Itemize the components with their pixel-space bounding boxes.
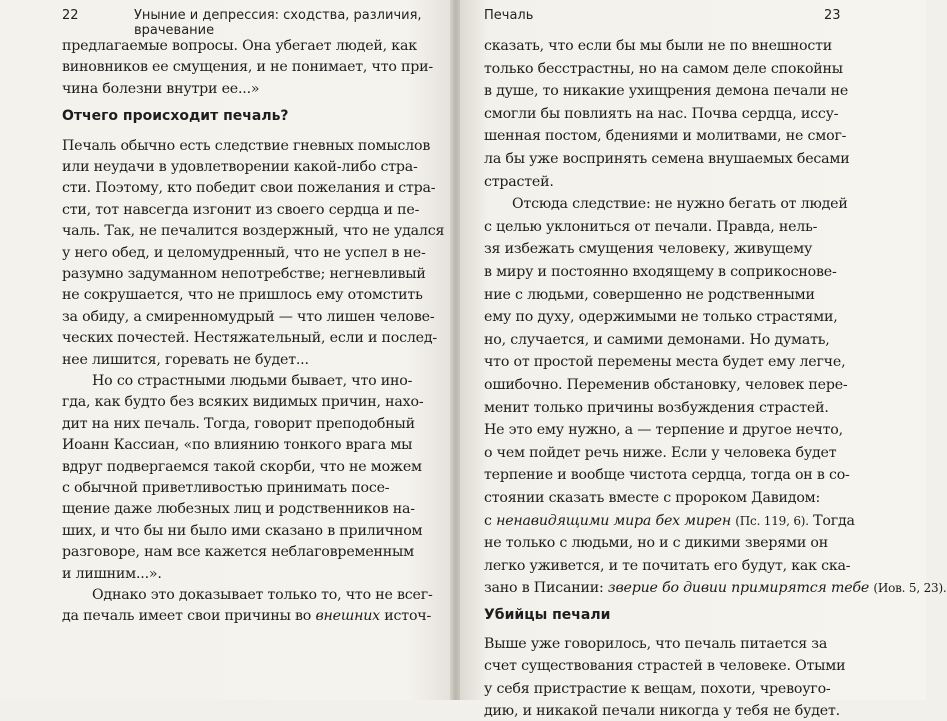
text-line: с ненавидящими мира бех мирен (Пс. 119, 6). Тогда <box>484 513 855 529</box>
text-line: ему по духу, одержимыми не только страстями, <box>484 309 838 325</box>
left-page-number: 22 <box>62 8 79 23</box>
text-line: или неудачи в удовлетворении какой-либо стра- <box>62 159 418 175</box>
text-line: нее лишится, горевать не будет... <box>62 352 309 368</box>
text-line: да печаль имеет свои причины во внешних источ- <box>62 608 432 624</box>
text-line: сти, тот навсегда изгонит из своего сердца и пе- <box>62 202 420 218</box>
scripture-reference: (Иов. 5, 23). <box>873 581 947 595</box>
left-page <box>0 0 452 700</box>
section-heading: Отчего происходит печаль? <box>62 108 289 124</box>
text-line: менит только причины возбуждения страстей. <box>484 400 829 416</box>
text-line: Иоанн Кассиан, «по влиянию тонкого врага мы <box>62 437 413 453</box>
scripture-quote: зверие бо дивии примирятся тебе <box>607 580 870 596</box>
text-line: смогли бы повлиять на нас. Почва сердца, иссу- <box>484 106 839 122</box>
text-line: Печаль обычно есть следствие гневных помыслов <box>62 138 431 154</box>
right-page-number: 23 <box>824 8 841 23</box>
text-line: Выше уже говорилось, что печаль питается за <box>484 636 828 652</box>
text-line: терпение и вообще чистота сердца, тогда он в со- <box>484 467 850 483</box>
text-line: не только с людьми, но и с дикими зверями он <box>484 535 828 551</box>
text-line: страстей. <box>484 174 554 190</box>
text-line: разговоре, нам все кажется неблаговременным <box>62 544 414 560</box>
text-line: только бесстрастны, но на самом деле спокойны <box>484 61 843 77</box>
text-line: в душе, то никакие ухищрения демона печали не <box>484 83 849 99</box>
text-line: дию, и никакой печали никогда у тебя не будет. <box>484 703 840 719</box>
text-line: за обиду, а смиренномудрый — что лишен челове- <box>62 309 435 325</box>
text-line: у себя пристрастие к вещам, похоти, чревоуго- <box>484 681 831 697</box>
text-line: счет существования страстей в человеке. Отыми <box>484 658 846 674</box>
text-line: разумно задуманном непотребстве; негневливый <box>62 266 426 282</box>
text-line: вдруг подвергаемся такой скорби, что не можем <box>62 459 422 475</box>
text-line: зя избежать смущения человеку, живущему <box>484 241 813 257</box>
text-line: гда, как будто без всяких видимых причин, нахо- <box>62 394 424 410</box>
italic-emphasis: внешних <box>315 608 380 624</box>
text-line: чаль. Так, не печалится воздержный, что не удался <box>62 223 445 239</box>
text-line: не сокрушается, что не пришлось ему отомстить <box>62 287 423 303</box>
text-line: шенная постом, бдениями и молитвами, не смог- <box>484 128 847 144</box>
text-line: Отсюда следствие: не нужно бегать от людей <box>512 196 848 212</box>
scripture-reference: (Пс. 119, 6). <box>735 514 809 528</box>
text-line: что от простой перемены места будет ему легче, <box>484 354 846 370</box>
text-line: ческих почестей. Нестяжательный, если и послед- <box>62 330 437 346</box>
right-page <box>460 0 947 719</box>
right-running-title: Печаль <box>484 8 534 23</box>
text-line: Но со страстными людьми бывает, что ино- <box>92 373 413 389</box>
text-line: ших, и что бы ни было ими сказано в приличном <box>62 523 423 539</box>
left-running-title: Уныние и депрессия: сходства, различия, врачевание <box>134 8 422 38</box>
text-line: стоянии сказать вместе с пророком Давидом: <box>484 490 821 506</box>
text-line: ла бы уже воспринять семена внушаемых бесами <box>484 151 850 167</box>
text-line: сказать, что если бы мы были не по внешности <box>484 38 833 54</box>
text-line: сти. Поэтому, кто победит свои пожелания и стра- <box>62 180 436 196</box>
text-line: предлагаемые вопросы. Она убегает людей, как <box>62 38 417 54</box>
text-line: ошибочно. Переменив обстановку, человек пере- <box>484 377 848 393</box>
scripture-quote: ненавидящими мира бех мирен <box>496 513 731 529</box>
text-line: щение даже любезных лиц и родственников на- <box>62 501 415 517</box>
text-line: но, случается, и самими демонами. Но думать, <box>484 332 830 348</box>
text-line: легко уживется, и те почитать его будут, как ска- <box>484 558 851 574</box>
text-line: и лишним...». <box>62 566 162 582</box>
text-line: в миру и постоянно входящему в соприкоснове- <box>484 264 837 280</box>
section-heading: Убийцы печали <box>484 607 611 623</box>
text-line: с целью уклониться от печали. Правда, нель- <box>484 219 818 235</box>
text-line: с обычной приветливостью принимать посе- <box>62 480 390 496</box>
text-line: у него обед, и целомудренный, что не успел в не- <box>62 245 426 261</box>
text-line: чина болезни внутри ее...» <box>62 81 260 97</box>
text-line: зано в Писании: зверие бо дивии примирятся тебе (Иов. 5, 23). <box>484 580 947 596</box>
text-line: ние с людьми, совершенно не родственными <box>484 287 815 303</box>
text-line: виновников ее смущения, и не понимает, что при- <box>62 59 434 75</box>
text-line: Не это ему нужно, а — терпение и другое нечто, <box>484 422 843 438</box>
text-line: Однако это доказывает только то, что не всег- <box>92 587 433 603</box>
text-line: дит на них печаль. Тогда, говорит преподобный <box>62 416 415 432</box>
text-line: о чем пойдет речь ниже. Если у человека будет <box>484 445 837 461</box>
